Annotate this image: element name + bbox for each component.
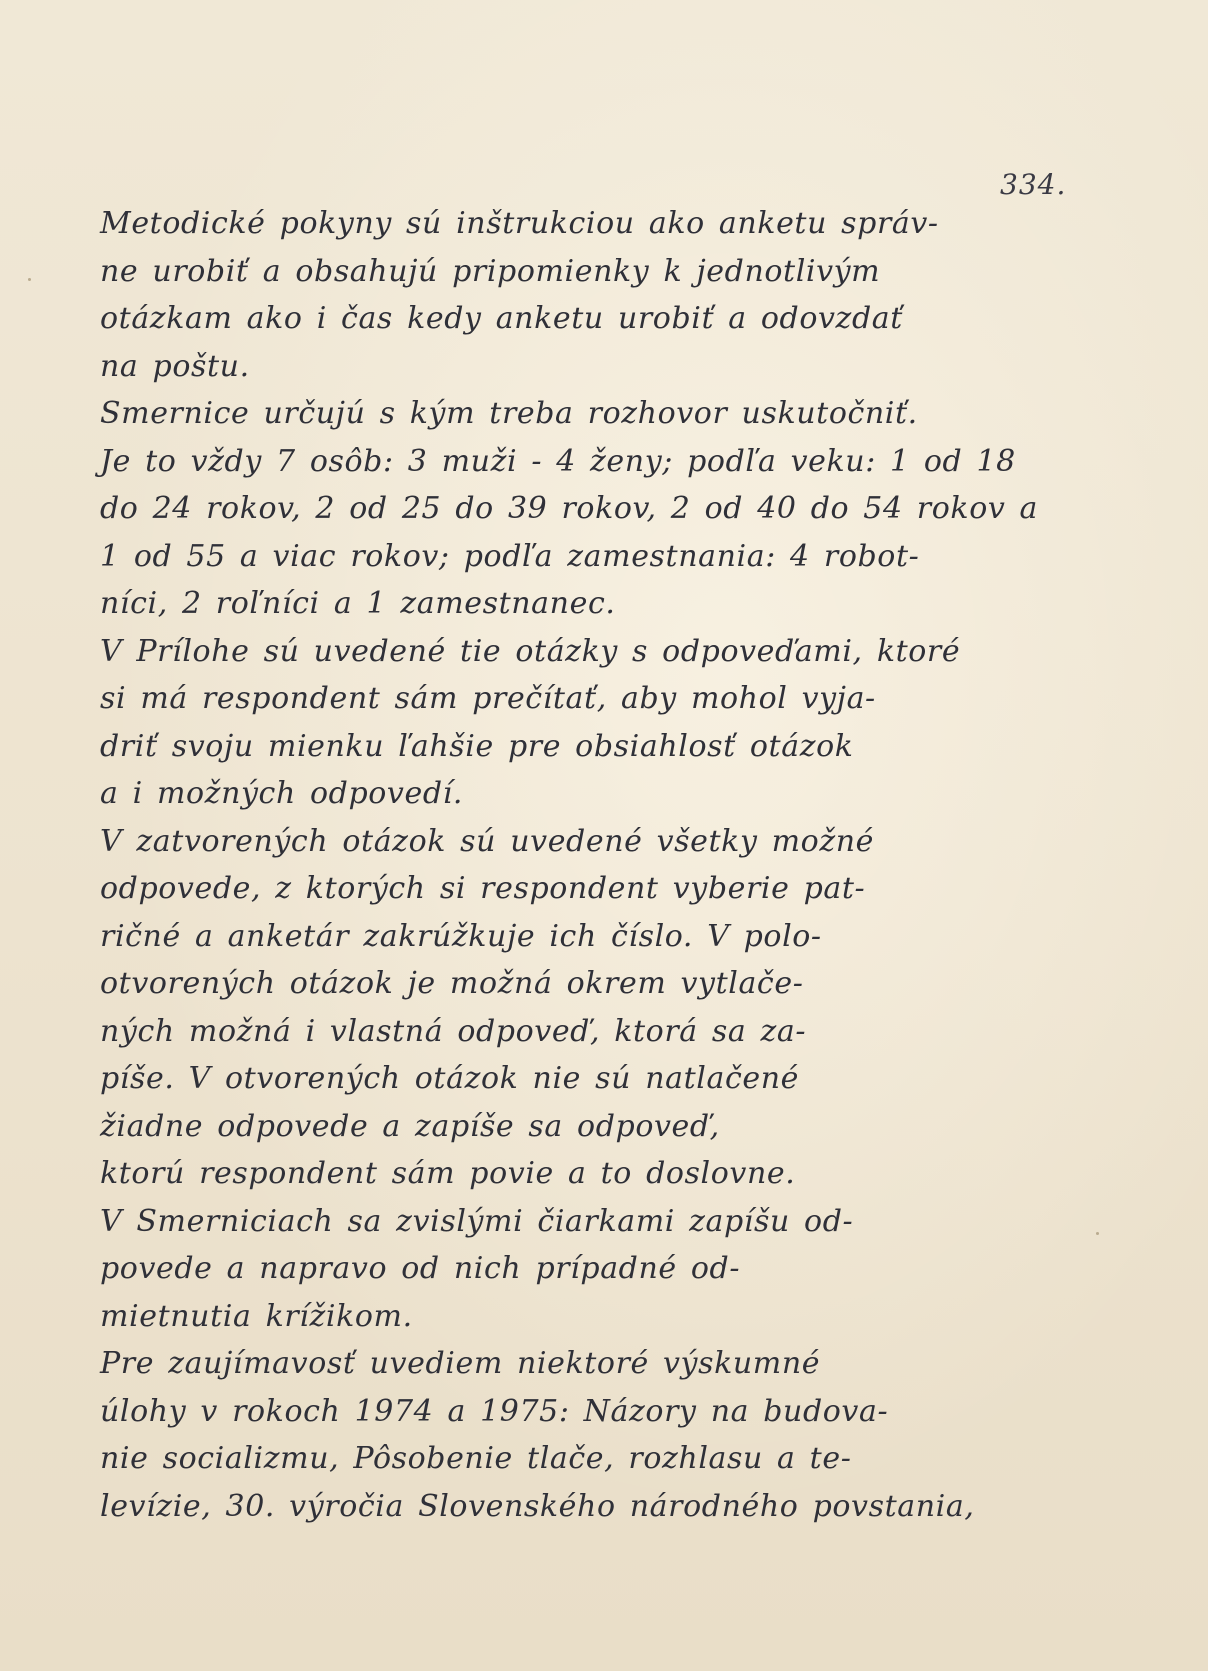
text-line: ne urobiť a obsahujú pripomienky k jednotlivým	[100, 253, 881, 289]
text-line: mietnutia krížikom.	[100, 1298, 413, 1334]
text-line: Pre zaujímavosť uvediem niektoré výskumné	[100, 1346, 821, 1381]
handwritten-text	[100, 200, 1100, 1530]
text-line: žiadne odpovede a zapíše sa odpoveď,	[100, 1108, 720, 1144]
text-line: driť svoju mienku ľahšie pre obsiahlosť otázok	[100, 728, 854, 764]
text-line: ktorú respondent sám povie a to doslovne.	[100, 1156, 796, 1191]
text-line: nie socializmu, Pôsobenie tlače, rozhlasu a te-	[100, 1441, 852, 1476]
text-line: a i možných odpovedí.	[100, 776, 463, 811]
page-number: 334.	[1000, 168, 1067, 201]
paper-speck	[28, 278, 31, 281]
text-line: do 24 rokov, 2 od 25 do 39 rokov, 2 od 40 do 54 rokov a	[100, 491, 1039, 526]
text-line: na poštu.	[100, 348, 250, 384]
text-line: povede a napravo od nich prípadné od-	[100, 1251, 741, 1286]
text-line: úlohy v rokoch 1974 a 1975: Názory na budova-	[100, 1393, 889, 1429]
text-line: V zatvorených otázok sú uvedené všetky možné	[100, 823, 875, 859]
text-line: Metodické pokyny sú inštrukciou ako anketu správ-	[100, 206, 939, 241]
text-line: píše. V otvorených otázok nie sú natlačené	[100, 1061, 799, 1096]
text-line: 1 od 55 a viac rokov; podľa zamestnania: 4 robot-	[100, 538, 920, 574]
text-line: odpovede, z ktorých si respondent vyberie pat-	[100, 871, 866, 906]
text-line: Je to vždy 7 osôb: 3 muži - 4 ženy; podľa veku: 1 od 18	[100, 443, 1016, 479]
text-line: otázkam ako i čas kedy anketu urobiť a odovzdať	[100, 301, 903, 336]
text-line: levízie, 30. výročia Slovenského národného povstania,	[100, 1488, 975, 1524]
text-line: níci, 2 roľníci a 1 zamestnanec.	[100, 586, 616, 621]
text-line: V Smerniciach sa zvislými čiarkami zapíšu od-	[100, 1203, 854, 1239]
text-line: si má respondent sám prečítať, aby mohol vyja-	[100, 681, 876, 716]
text-line: V Prílohe sú uvedené tie otázky s odpoveďami, ktoré	[100, 633, 961, 669]
text-line: otvorených otázok je možná okrem vytlače-	[100, 966, 804, 1001]
text-line: ričné a anketár zakrúžkuje ich číslo. V polo-	[100, 918, 822, 954]
text-line: ných možná i vlastná odpoveď, ktorá sa za-	[100, 1013, 807, 1049]
paper-speck	[1096, 1232, 1099, 1235]
text-line: Smernice určujú s kým treba rozhovor uskutočniť.	[100, 396, 918, 431]
